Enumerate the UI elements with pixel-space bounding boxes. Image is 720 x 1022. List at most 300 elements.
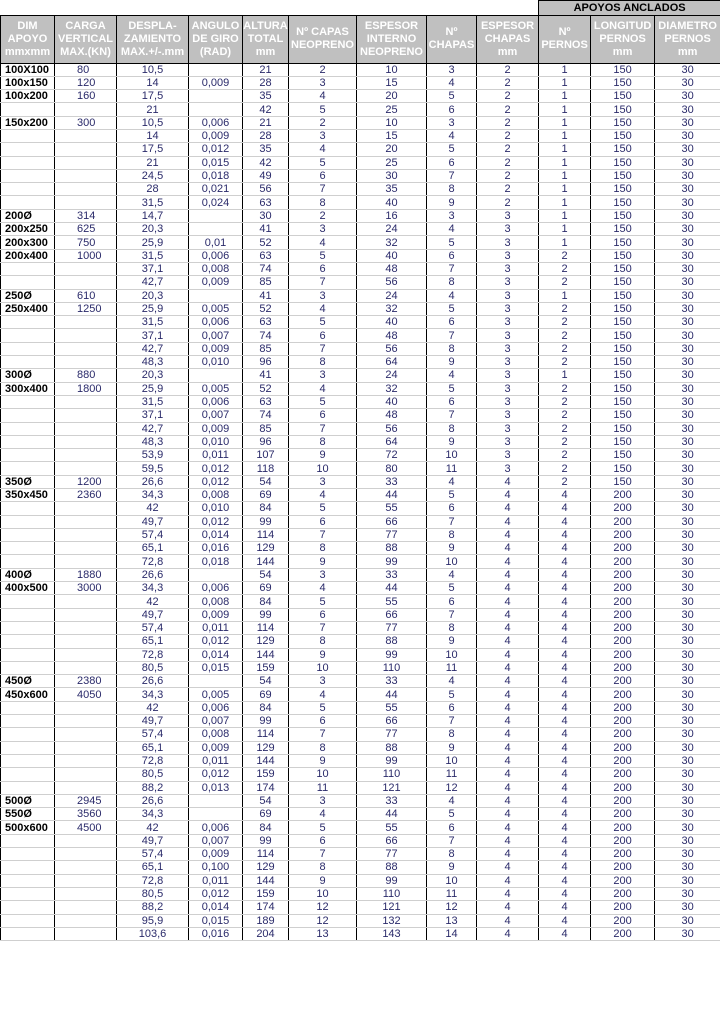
column-header-diametro-pernos[interactable] (655, 15, 720, 63)
cell-angulo-de-giro[interactable]: 0,007 (189, 329, 243, 342)
cell-carga-vertical[interactable] (55, 715, 117, 728)
cell-desplazamiento[interactable]: 42,7 (117, 422, 189, 435)
cell-capas-neopreno[interactable]: 3 (289, 129, 357, 142)
cell-longitud-pernos[interactable]: 200 (591, 754, 655, 767)
cell-num-chapas[interactable]: 8 (427, 728, 477, 741)
cell-desplazamiento[interactable]: 49,7 (117, 515, 189, 528)
cell-angulo-de-giro[interactable]: 0,010 (189, 356, 243, 369)
cell-espesor-interno[interactable]: 48 (357, 329, 427, 342)
cell-longitud-pernos[interactable]: 200 (591, 542, 655, 555)
cell-capas-neopreno[interactable]: 7 (289, 276, 357, 289)
cell-longitud-pernos[interactable]: 200 (591, 701, 655, 714)
cell-num-chapas[interactable]: 5 (427, 582, 477, 595)
cell-altura-total[interactable]: 63 (243, 196, 289, 209)
cell-altura-total[interactable]: 30 (243, 209, 289, 222)
cell-altura-total[interactable]: 54 (243, 568, 289, 581)
cell-angulo-de-giro[interactable]: 0,006 (189, 116, 243, 129)
cell-num-chapas[interactable]: 5 (427, 236, 477, 249)
cell-diametro-pernos[interactable]: 30 (655, 502, 720, 515)
cell-altura-total[interactable]: 28 (243, 129, 289, 142)
cell-dim-apoyo[interactable] (1, 356, 55, 369)
cell-num-pernos[interactable]: 1 (539, 169, 591, 182)
cell-espesor-interno[interactable]: 25 (357, 156, 427, 169)
cell-desplazamiento[interactable]: 48,3 (117, 356, 189, 369)
cell-dim-apoyo[interactable] (1, 608, 55, 621)
cell-espesor-chapas[interactable]: 3 (477, 329, 539, 342)
cell-num-chapas[interactable]: 7 (427, 834, 477, 847)
cell-espesor-chapas[interactable]: 4 (477, 555, 539, 568)
cell-espesor-chapas[interactable]: 4 (477, 701, 539, 714)
cell-dim-apoyo[interactable]: 250x400 (1, 302, 55, 315)
cell-capas-neopreno[interactable]: 12 (289, 914, 357, 927)
cell-angulo-de-giro[interactable]: 0,008 (189, 595, 243, 608)
cell-espesor-interno[interactable]: 40 (357, 196, 427, 209)
cell-capas-neopreno[interactable]: 8 (289, 741, 357, 754)
cell-espesor-interno[interactable]: 44 (357, 582, 427, 595)
cell-capas-neopreno[interactable]: 7 (289, 728, 357, 741)
cell-num-chapas[interactable]: 4 (427, 289, 477, 302)
cell-espesor-chapas[interactable]: 3 (477, 422, 539, 435)
cell-num-chapas[interactable]: 6 (427, 502, 477, 515)
cell-altura-total[interactable]: 96 (243, 435, 289, 448)
cell-espesor-interno[interactable]: 35 (357, 183, 427, 196)
cell-num-chapas[interactable]: 10 (427, 555, 477, 568)
cell-desplazamiento[interactable]: 80,5 (117, 661, 189, 674)
column-header-espesor-chapas[interactable] (477, 15, 539, 63)
cell-angulo-de-giro[interactable]: 0,021 (189, 183, 243, 196)
cell-longitud-pernos[interactable]: 200 (591, 768, 655, 781)
cell-espesor-chapas[interactable]: 4 (477, 741, 539, 754)
cell-altura-total[interactable]: 56 (243, 183, 289, 196)
cell-diametro-pernos[interactable]: 30 (655, 887, 720, 900)
cell-espesor-chapas[interactable]: 2 (477, 169, 539, 182)
cell-diametro-pernos[interactable]: 30 (655, 475, 720, 488)
cell-num-chapas[interactable]: 6 (427, 249, 477, 262)
cell-num-pernos[interactable]: 4 (539, 874, 591, 887)
cell-num-pernos[interactable]: 4 (539, 754, 591, 767)
cell-espesor-interno[interactable]: 77 (357, 528, 427, 541)
cell-longitud-pernos[interactable]: 200 (591, 834, 655, 847)
column-header-desplazamiento[interactable] (117, 15, 189, 63)
cell-altura-total[interactable]: 52 (243, 382, 289, 395)
cell-num-pernos[interactable]: 2 (539, 422, 591, 435)
cell-diametro-pernos[interactable]: 30 (655, 794, 720, 807)
cell-carga-vertical[interactable]: 1000 (55, 249, 117, 262)
cell-angulo-de-giro[interactable]: 0,006 (189, 249, 243, 262)
cell-espesor-interno[interactable]: 25 (357, 103, 427, 116)
cell-diametro-pernos[interactable]: 30 (655, 342, 720, 355)
cell-num-chapas[interactable]: 4 (427, 223, 477, 236)
cell-espesor-chapas[interactable]: 4 (477, 621, 539, 634)
cell-angulo-de-giro[interactable] (189, 675, 243, 688)
cell-capas-neopreno[interactable]: 2 (289, 63, 357, 76)
cell-angulo-de-giro[interactable]: 0,012 (189, 635, 243, 648)
cell-dim-apoyo[interactable] (1, 927, 55, 940)
cell-capas-neopreno[interactable]: 5 (289, 249, 357, 262)
cell-espesor-chapas[interactable]: 3 (477, 382, 539, 395)
cell-altura-total[interactable]: 129 (243, 861, 289, 874)
cell-longitud-pernos[interactable]: 150 (591, 276, 655, 289)
cell-num-chapas[interactable]: 4 (427, 129, 477, 142)
cell-desplazamiento[interactable]: 28 (117, 183, 189, 196)
cell-capas-neopreno[interactable]: 2 (289, 116, 357, 129)
cell-num-chapas[interactable]: 5 (427, 90, 477, 103)
cell-espesor-interno[interactable]: 55 (357, 502, 427, 515)
cell-angulo-de-giro[interactable]: 0,010 (189, 502, 243, 515)
cell-num-chapas[interactable]: 3 (427, 116, 477, 129)
cell-espesor-interno[interactable]: 66 (357, 515, 427, 528)
cell-num-chapas[interactable]: 8 (427, 621, 477, 634)
cell-num-pernos[interactable]: 2 (539, 276, 591, 289)
cell-altura-total[interactable]: 96 (243, 356, 289, 369)
cell-angulo-de-giro[interactable]: 0,005 (189, 302, 243, 315)
cell-espesor-chapas[interactable]: 4 (477, 887, 539, 900)
cell-carga-vertical[interactable]: 625 (55, 223, 117, 236)
cell-capas-neopreno[interactable]: 7 (289, 342, 357, 355)
cell-espesor-interno[interactable]: 55 (357, 821, 427, 834)
cell-carga-vertical[interactable] (55, 635, 117, 648)
cell-espesor-chapas[interactable]: 3 (477, 356, 539, 369)
cell-angulo-de-giro[interactable]: 0,006 (189, 821, 243, 834)
cell-carga-vertical[interactable] (55, 196, 117, 209)
cell-capas-neopreno[interactable]: 4 (289, 143, 357, 156)
cell-espesor-interno[interactable]: 64 (357, 435, 427, 448)
cell-num-pernos[interactable]: 4 (539, 914, 591, 927)
cell-diametro-pernos[interactable]: 30 (655, 768, 720, 781)
cell-angulo-de-giro[interactable]: 0,013 (189, 781, 243, 794)
cell-num-pernos[interactable]: 4 (539, 555, 591, 568)
cell-num-chapas[interactable]: 6 (427, 156, 477, 169)
cell-espesor-interno[interactable]: 56 (357, 422, 427, 435)
cell-capas-neopreno[interactable]: 6 (289, 329, 357, 342)
cell-capas-neopreno[interactable]: 8 (289, 861, 357, 874)
cell-dim-apoyo[interactable]: 200Ø (1, 209, 55, 222)
cell-angulo-de-giro[interactable]: 0,011 (189, 754, 243, 767)
cell-num-chapas[interactable]: 3 (427, 63, 477, 76)
cell-carga-vertical[interactable]: 2360 (55, 489, 117, 502)
cell-num-pernos[interactable]: 4 (539, 582, 591, 595)
cell-desplazamiento[interactable]: 26,6 (117, 675, 189, 688)
cell-capas-neopreno[interactable]: 6 (289, 515, 357, 528)
cell-longitud-pernos[interactable]: 150 (591, 223, 655, 236)
cell-dim-apoyo[interactable] (1, 914, 55, 927)
cell-capas-neopreno[interactable]: 5 (289, 821, 357, 834)
cell-desplazamiento[interactable]: 49,7 (117, 608, 189, 621)
cell-longitud-pernos[interactable]: 200 (591, 901, 655, 914)
column-header-altura-total[interactable] (243, 15, 289, 63)
cell-dim-apoyo[interactable] (1, 449, 55, 462)
cell-angulo-de-giro[interactable]: 0,008 (189, 262, 243, 275)
cell-num-pernos[interactable]: 1 (539, 116, 591, 129)
cell-espesor-chapas[interactable]: 3 (477, 302, 539, 315)
cell-carga-vertical[interactable] (55, 356, 117, 369)
cell-longitud-pernos[interactable]: 150 (591, 409, 655, 422)
cell-altura-total[interactable]: 84 (243, 701, 289, 714)
cell-desplazamiento[interactable]: 14 (117, 76, 189, 89)
cell-longitud-pernos[interactable]: 200 (591, 927, 655, 940)
cell-dim-apoyo[interactable]: 100X100 (1, 63, 55, 76)
cell-espesor-interno[interactable]: 48 (357, 262, 427, 275)
cell-capas-neopreno[interactable]: 9 (289, 449, 357, 462)
cell-num-pernos[interactable]: 1 (539, 196, 591, 209)
cell-espesor-interno[interactable]: 44 (357, 808, 427, 821)
cell-diametro-pernos[interactable]: 30 (655, 103, 720, 116)
cell-espesor-interno[interactable]: 88 (357, 635, 427, 648)
cell-espesor-chapas[interactable]: 4 (477, 914, 539, 927)
cell-longitud-pernos[interactable]: 200 (591, 688, 655, 701)
cell-capas-neopreno[interactable]: 3 (289, 568, 357, 581)
cell-num-chapas[interactable]: 10 (427, 874, 477, 887)
cell-espesor-chapas[interactable]: 3 (477, 276, 539, 289)
cell-angulo-de-giro[interactable]: 0,009 (189, 129, 243, 142)
cell-altura-total[interactable]: 49 (243, 169, 289, 182)
cell-num-chapas[interactable]: 7 (427, 262, 477, 275)
cell-dim-apoyo[interactable] (1, 143, 55, 156)
cell-capas-neopreno[interactable]: 8 (289, 356, 357, 369)
cell-altura-total[interactable]: 99 (243, 715, 289, 728)
cell-longitud-pernos[interactable]: 150 (591, 103, 655, 116)
cell-capas-neopreno[interactable]: 3 (289, 369, 357, 382)
cell-capas-neopreno[interactable]: 6 (289, 169, 357, 182)
cell-num-chapas[interactable]: 5 (427, 489, 477, 502)
cell-altura-total[interactable]: 41 (243, 369, 289, 382)
cell-capas-neopreno[interactable]: 9 (289, 648, 357, 661)
cell-diametro-pernos[interactable]: 30 (655, 661, 720, 674)
cell-carga-vertical[interactable] (55, 462, 117, 475)
cell-diametro-pernos[interactable]: 30 (655, 382, 720, 395)
cell-espesor-interno[interactable]: 88 (357, 861, 427, 874)
cell-desplazamiento[interactable]: 72,8 (117, 555, 189, 568)
cell-num-chapas[interactable]: 6 (427, 701, 477, 714)
cell-espesor-interno[interactable]: 99 (357, 648, 427, 661)
cell-desplazamiento[interactable]: 53,9 (117, 449, 189, 462)
cell-altura-total[interactable]: 21 (243, 63, 289, 76)
cell-longitud-pernos[interactable]: 200 (591, 595, 655, 608)
cell-longitud-pernos[interactable]: 150 (591, 209, 655, 222)
cell-num-pernos[interactable]: 4 (539, 489, 591, 502)
cell-dim-apoyo[interactable] (1, 781, 55, 794)
cell-espesor-interno[interactable]: 33 (357, 675, 427, 688)
cell-longitud-pernos[interactable]: 150 (591, 382, 655, 395)
cell-espesor-interno[interactable]: 88 (357, 741, 427, 754)
cell-capas-neopreno[interactable]: 5 (289, 595, 357, 608)
cell-diametro-pernos[interactable]: 30 (655, 236, 720, 249)
cell-angulo-de-giro[interactable]: 0,007 (189, 834, 243, 847)
cell-num-chapas[interactable]: 9 (427, 741, 477, 754)
cell-longitud-pernos[interactable]: 150 (591, 462, 655, 475)
cell-dim-apoyo[interactable] (1, 621, 55, 634)
cell-espesor-interno[interactable]: 40 (357, 316, 427, 329)
cell-desplazamiento[interactable]: 65,1 (117, 741, 189, 754)
cell-angulo-de-giro[interactable]: 0,009 (189, 741, 243, 754)
cell-desplazamiento[interactable]: 49,7 (117, 834, 189, 847)
cell-num-pernos[interactable]: 4 (539, 848, 591, 861)
cell-altura-total[interactable]: 74 (243, 262, 289, 275)
cell-desplazamiento[interactable]: 103,6 (117, 927, 189, 940)
cell-altura-total[interactable]: 144 (243, 555, 289, 568)
cell-num-pernos[interactable]: 2 (539, 342, 591, 355)
cell-espesor-interno[interactable]: 33 (357, 568, 427, 581)
cell-carga-vertical[interactable]: 2380 (55, 675, 117, 688)
cell-longitud-pernos[interactable]: 150 (591, 76, 655, 89)
cell-altura-total[interactable]: 99 (243, 834, 289, 847)
cell-angulo-de-giro[interactable]: 0,011 (189, 621, 243, 634)
cell-espesor-interno[interactable]: 143 (357, 927, 427, 940)
cell-longitud-pernos[interactable]: 200 (591, 848, 655, 861)
cell-desplazamiento[interactable]: 34,3 (117, 582, 189, 595)
cell-carga-vertical[interactable] (55, 848, 117, 861)
cell-espesor-interno[interactable]: 80 (357, 462, 427, 475)
cell-num-chapas[interactable]: 7 (427, 169, 477, 182)
cell-carga-vertical[interactable]: 3000 (55, 582, 117, 595)
cell-dim-apoyo[interactable]: 400Ø (1, 568, 55, 581)
cell-carga-vertical[interactable] (55, 329, 117, 342)
cell-desplazamiento[interactable]: 59,5 (117, 462, 189, 475)
cell-num-chapas[interactable]: 9 (427, 356, 477, 369)
cell-num-chapas[interactable]: 4 (427, 794, 477, 807)
cell-diametro-pernos[interactable]: 30 (655, 143, 720, 156)
cell-diametro-pernos[interactable]: 30 (655, 754, 720, 767)
cell-espesor-chapas[interactable]: 4 (477, 901, 539, 914)
cell-num-chapas[interactable]: 4 (427, 475, 477, 488)
cell-num-pernos[interactable]: 2 (539, 356, 591, 369)
cell-espesor-chapas[interactable]: 2 (477, 143, 539, 156)
cell-espesor-chapas[interactable]: 4 (477, 595, 539, 608)
cell-dim-apoyo[interactable] (1, 103, 55, 116)
cell-desplazamiento[interactable]: 88,2 (117, 781, 189, 794)
cell-diametro-pernos[interactable]: 30 (655, 462, 720, 475)
cell-desplazamiento[interactable]: 20,3 (117, 223, 189, 236)
cell-desplazamiento[interactable]: 31,5 (117, 196, 189, 209)
cell-capas-neopreno[interactable]: 6 (289, 608, 357, 621)
cell-longitud-pernos[interactable]: 150 (591, 395, 655, 408)
cell-espesor-interno[interactable]: 32 (357, 236, 427, 249)
cell-dim-apoyo[interactable] (1, 874, 55, 887)
cell-num-pernos[interactable]: 2 (539, 302, 591, 315)
cell-altura-total[interactable]: 85 (243, 342, 289, 355)
cell-capas-neopreno[interactable]: 5 (289, 156, 357, 169)
cell-altura-total[interactable]: 204 (243, 927, 289, 940)
cell-espesor-chapas[interactable]: 4 (477, 874, 539, 887)
cell-diametro-pernos[interactable]: 30 (655, 409, 720, 422)
cell-longitud-pernos[interactable]: 200 (591, 914, 655, 927)
column-header-longitud-pernos[interactable] (591, 15, 655, 63)
cell-angulo-de-giro[interactable] (189, 369, 243, 382)
cell-desplazamiento[interactable]: 42 (117, 595, 189, 608)
cell-angulo-de-giro[interactable]: 0,015 (189, 156, 243, 169)
cell-dim-apoyo[interactable] (1, 196, 55, 209)
cell-angulo-de-giro[interactable] (189, 794, 243, 807)
cell-longitud-pernos[interactable]: 150 (591, 449, 655, 462)
cell-longitud-pernos[interactable]: 150 (591, 369, 655, 382)
cell-espesor-interno[interactable]: 66 (357, 715, 427, 728)
cell-num-chapas[interactable]: 6 (427, 103, 477, 116)
cell-capas-neopreno[interactable]: 7 (289, 422, 357, 435)
cell-espesor-interno[interactable]: 24 (357, 289, 427, 302)
cell-num-chapas[interactable]: 9 (427, 435, 477, 448)
cell-espesor-chapas[interactable]: 3 (477, 369, 539, 382)
cell-espesor-interno[interactable]: 40 (357, 249, 427, 262)
cell-longitud-pernos[interactable]: 150 (591, 116, 655, 129)
cell-espesor-chapas[interactable]: 2 (477, 103, 539, 116)
cell-diametro-pernos[interactable]: 30 (655, 156, 720, 169)
cell-altura-total[interactable]: 35 (243, 90, 289, 103)
cell-desplazamiento[interactable]: 49,7 (117, 715, 189, 728)
cell-diametro-pernos[interactable]: 30 (655, 90, 720, 103)
cell-altura-total[interactable]: 35 (243, 143, 289, 156)
cell-angulo-de-giro[interactable]: 0,012 (189, 475, 243, 488)
cell-num-chapas[interactable]: 13 (427, 914, 477, 927)
cell-dim-apoyo[interactable]: 100x150 (1, 76, 55, 89)
cell-dim-apoyo[interactable] (1, 648, 55, 661)
cell-num-chapas[interactable]: 6 (427, 316, 477, 329)
cell-carga-vertical[interactable]: 880 (55, 369, 117, 382)
cell-altura-total[interactable]: 54 (243, 794, 289, 807)
cell-diametro-pernos[interactable]: 30 (655, 129, 720, 142)
cell-dim-apoyo[interactable] (1, 316, 55, 329)
cell-num-pernos[interactable]: 4 (539, 648, 591, 661)
cell-espesor-interno[interactable]: 132 (357, 914, 427, 927)
cell-num-chapas[interactable]: 11 (427, 887, 477, 900)
cell-dim-apoyo[interactable]: 300x400 (1, 382, 55, 395)
cell-longitud-pernos[interactable]: 200 (591, 635, 655, 648)
cell-dim-apoyo[interactable] (1, 555, 55, 568)
cell-capas-neopreno[interactable]: 3 (289, 289, 357, 302)
cell-espesor-interno[interactable]: 110 (357, 768, 427, 781)
cell-espesor-interno[interactable]: 88 (357, 542, 427, 555)
cell-carga-vertical[interactable] (55, 262, 117, 275)
cell-num-pernos[interactable]: 1 (539, 103, 591, 116)
cell-dim-apoyo[interactable]: 500x600 (1, 821, 55, 834)
cell-altura-total[interactable]: 129 (243, 542, 289, 555)
cell-num-pernos[interactable]: 4 (539, 608, 591, 621)
cell-altura-total[interactable]: 84 (243, 595, 289, 608)
cell-carga-vertical[interactable] (55, 528, 117, 541)
cell-angulo-de-giro[interactable] (189, 63, 243, 76)
cell-num-chapas[interactable]: 8 (427, 422, 477, 435)
cell-angulo-de-giro[interactable]: 0,016 (189, 927, 243, 940)
cell-capas-neopreno[interactable]: 10 (289, 462, 357, 475)
cell-dim-apoyo[interactable]: 150x200 (1, 116, 55, 129)
cell-carga-vertical[interactable] (55, 608, 117, 621)
cell-espesor-chapas[interactable]: 2 (477, 63, 539, 76)
cell-carga-vertical[interactable] (55, 542, 117, 555)
cell-carga-vertical[interactable]: 300 (55, 116, 117, 129)
cell-espesor-interno[interactable]: 24 (357, 223, 427, 236)
cell-capas-neopreno[interactable]: 6 (289, 409, 357, 422)
cell-desplazamiento[interactable]: 42 (117, 821, 189, 834)
cell-capas-neopreno[interactable]: 8 (289, 635, 357, 648)
cell-angulo-de-giro[interactable] (189, 289, 243, 302)
cell-num-chapas[interactable]: 4 (427, 568, 477, 581)
cell-dim-apoyo[interactable] (1, 329, 55, 342)
cell-espesor-chapas[interactable]: 3 (477, 262, 539, 275)
cell-longitud-pernos[interactable]: 200 (591, 715, 655, 728)
cell-espesor-chapas[interactable]: 3 (477, 395, 539, 408)
cell-altura-total[interactable]: 63 (243, 249, 289, 262)
cell-espesor-interno[interactable]: 121 (357, 781, 427, 794)
cell-diametro-pernos[interactable]: 30 (655, 449, 720, 462)
cell-capas-neopreno[interactable]: 10 (289, 661, 357, 674)
cell-num-chapas[interactable]: 12 (427, 781, 477, 794)
cell-num-chapas[interactable]: 12 (427, 901, 477, 914)
cell-espesor-interno[interactable]: 66 (357, 834, 427, 847)
column-header-num-chapas[interactable] (427, 15, 477, 63)
cell-desplazamiento[interactable]: 34,3 (117, 688, 189, 701)
cell-angulo-de-giro[interactable] (189, 103, 243, 116)
cell-capas-neopreno[interactable]: 6 (289, 715, 357, 728)
cell-num-pernos[interactable]: 2 (539, 462, 591, 475)
